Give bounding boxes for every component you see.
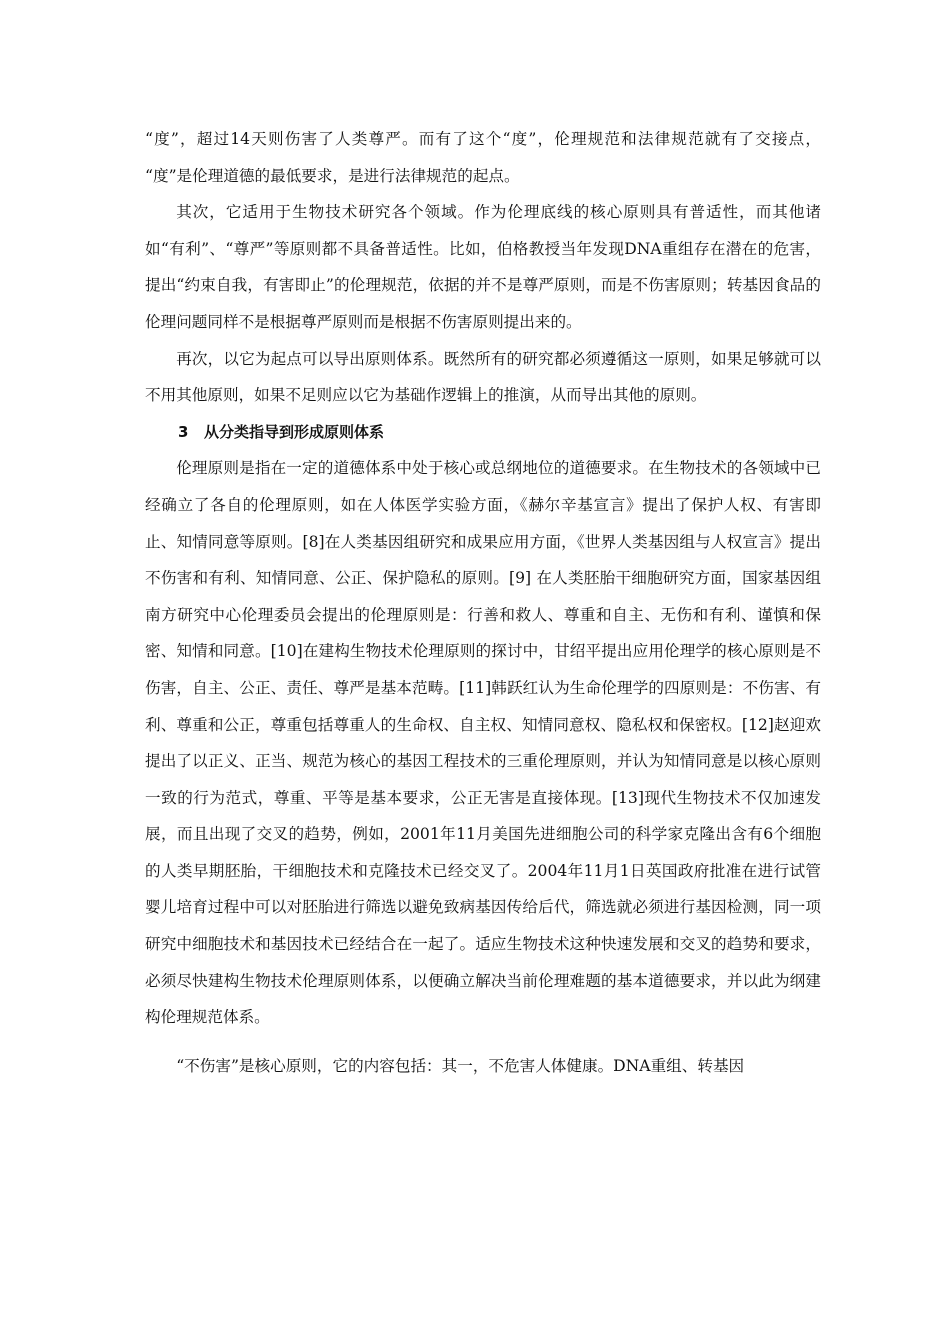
paragraph-no-harm: “不伤害”是核心原则，它的内容包括：其一，不危害人体健康。DNA重组、转基因 — [176, 1056, 745, 1075]
paragraph-third-point: 再次，以它为起点可以导出原则体系。既然所有的研究都必须遵循这一原则，如果足够就可以不用其他原则，如果不足则应以它为基础作逻辑上的推演，从而导出其他的原则。 — [145, 349, 821, 405]
section-heading — [145, 414, 821, 451]
section-title: 从分类指导到形成原则体系 — [204, 422, 385, 441]
section-number: 3 — [178, 422, 189, 441]
document-body — [145, 121, 821, 1084]
paragraph-ethics-principles: 伦理原则是指在一定的道德体系中处于核心或总纲地位的道德要求。在生物技术的各领域中已经确立了各自的伦理原则，如在人体医学实验方面，《赫尔辛基宣言》提出了保护人权、有害即止、知情同意等原则。[8]在人类基因组研究和成果应用方面，《世界人类基因组与人权宣言》提出不伤害和有利、知情同意、公正、保护隐私的原则。[9] 在人类胚胎干细胞研究方面，国家基因组南方研究中心伦理委员会提出的伦理原则是：行善和救人、尊重和自主、无伤和有利、谨慎和保密、知情和同意。[10]在建构生物技术伦理原则的探讨中，甘绍平提出应用伦理学的核心原则是不伤害，自主、公正、责任、尊严是基本范畴。[11]韩跃红认为生命伦理学的四原则是：不伤害、有利、尊重和公正，尊重包括尊重人的生命权、自主权、知情同意权、隐私权和保密权。[12]赵迎欢提出了以正义、正当、规范为核心的基因工程技术的三重伦理原则，并认为知情同意是以核心原则一致的行为范式，尊重、平等是基本要求，公正无害是直接体现。[13]现代生物技术不仅加速发展，而且出现了交叉的趋势，例如，2001年11月美国先进细胞公司的科学家克隆出含有6个细胞的人类早期胚胎，干细胞技术和克隆技术已经交叉了。2004年11月1日英国政府批准在进行试管婴儿培育过程中可以对胚胎进行筛选以避免致病基因传给后代，筛选就必须进行基因检测，同一项研究中细胞技术和基因技术已经结合在一起了。适应生物技术这种快速发展和交叉的趋势和要求，必须尽快建构生物技术伦理原则体系，以便确立解决当前伦理难题的基本道德要求，并以此为纲建构伦理规范体系。 — [145, 459, 821, 1027]
paragraph-continuation: “度”，超过14天则伤害了人类尊严。而有了这个“度”，伦理规范和法律规范就有了交接点， “度”是伦理道德的最低要求，是进行法律规范的起点。 — [145, 130, 821, 185]
paragraph-second-point: 其次，它适用于生物技术研究各个领域。作为伦理底线的核心原则具有普适性，而其他诸如“有利”、“尊严”等原则都不具备普适性。比如，伯格教授当年发现DNA重组存在潜在的危害，提出“约束自我，有害即止”的伦理规范，依据的并不是尊严原则，而是不伤害原则；转基因食品的伦理问题同样不是根据尊严原则而是根据不伤害原则提出来的。 — [145, 203, 821, 331]
